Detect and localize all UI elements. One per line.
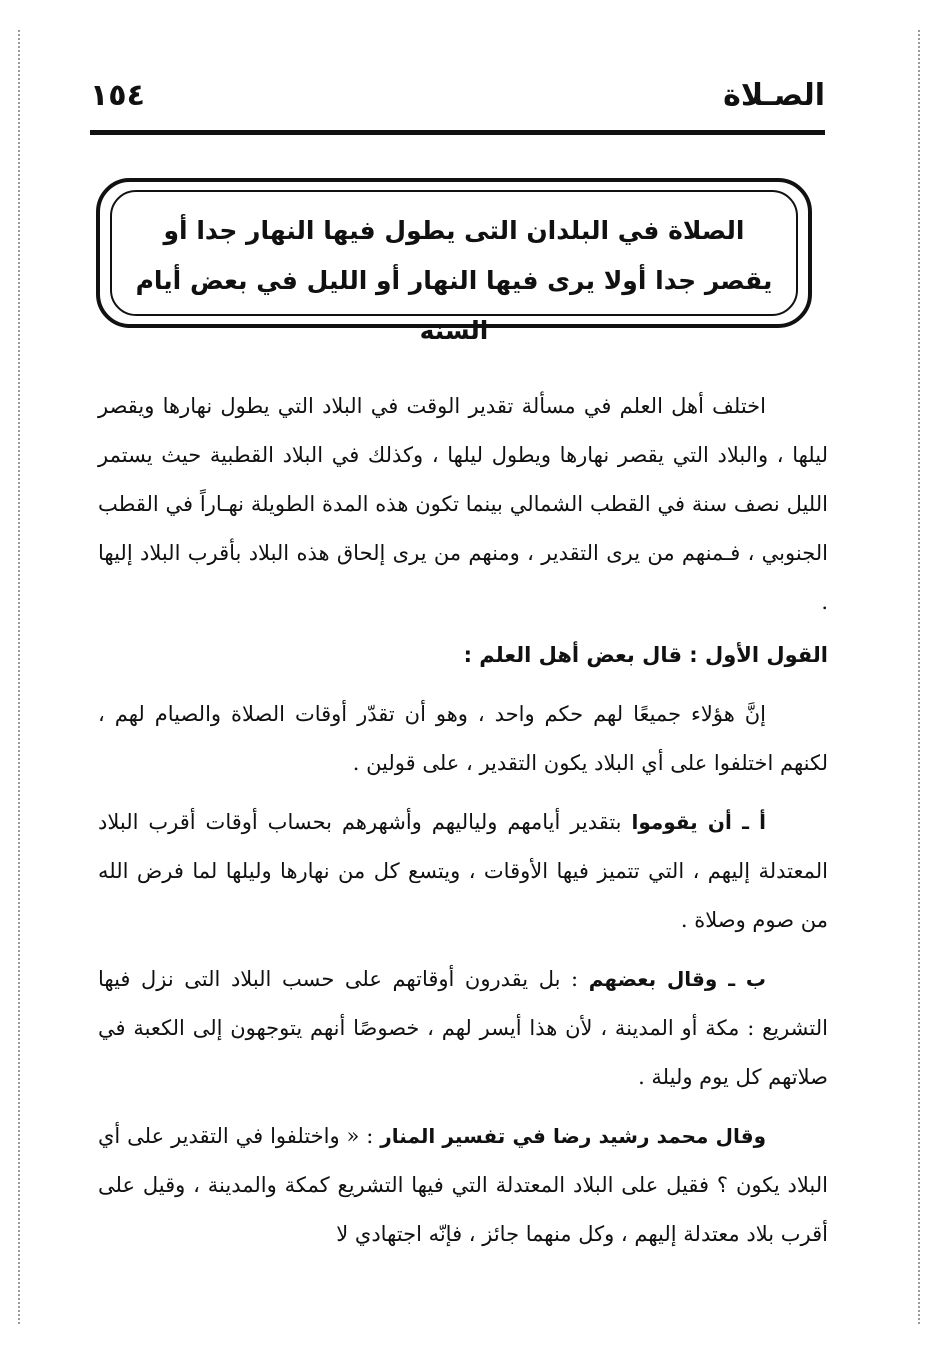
header-rule [90,130,825,135]
option-b-lead: ب ـ وقال بعضهم [588,967,766,991]
rashid-rida-text: : « واختلفوا في التقدير على أي البلاد يكون ؟ فقيل على البلاد المعتدلة التي فيها التشريع كمكة والمدينة ، وقيل على أقرب بلاد معتدلة إليهم ، وكل منهما جائز ، فإنّه اجتهادي لا [98,1124,828,1246]
rashid-rida-lead: وقال محمد رشيد رضا في تفسير المنار [380,1124,766,1148]
paragraph-intro: اختلف أهل العلم في مسألة تقدير الوقت في البلاد التي يطول نهارها ويقصر ليلها ، والبلاد التي يقصر نهارها ويطول ليلها ، وكذلك في البلاد القطبية حيث يستمر الليل نصف سنة في القطب الشمالي بينما تكون هذه المدة الطويلة نهـاراً في القطب الجنوبي ، فـمنهم من يرى التقدير ، ومنهم من يرى إلحاق هذه البلاد بأقرب البلاد إليها . [98,394,828,614]
paragraph-first-opinion: إنَّ هؤلاء جميعًا لهم حكم واحد ، وهو أن تقدّر أوقات الصلاة والصيام لهم ، لكنهم اختلفوا على أي البلاد يكون التقدير ، على قولين . [98,702,828,775]
right-dotted-margin [918,30,920,1324]
option-b-text: : بل يقدرون أوقاتهم على حسب البلاد التى نزل فيها التشريع : مكة أو المدينة ، لأن هذا أيسر لهم ، خصوصًا أنهم يتوجهون إلى الكعبة في صلاتهم كل يوم وليلة . [98,967,828,1089]
page-body [98,382,828,1269]
first-opinion-heading: القول الأول : قال بعض أهل العلم : [463,643,828,667]
chapter-title-box [96,178,812,345]
paragraph-rashid-rida [98,1112,828,1259]
left-dotted-margin [18,30,20,1324]
running-title: الصـلاة [723,78,825,113]
option-a-text: بتقدير أيامهم ولياليهم وأشهرهم بحساب أوقات أقرب البلاد المعتدلة إليهم ، التي تتميز فيها الأوقات ، ويتسع كل من نهارها وليلها لما فرض الله من صوم وصلاة . [98,810,828,932]
page-header [90,78,825,128]
option-a-lead: أ ـ أن يقوموا [631,810,766,834]
chapter-title: الصلاة في البلدان التى يطول فيها النهار جدا أو يقصر جدا أولا يرى فيها النهار أو الليل في بعض أيام السنة [135,216,773,345]
paragraph-option-a [98,798,828,945]
paragraph-option-b [98,955,828,1102]
page-number: ١٥٤ [90,78,145,113]
